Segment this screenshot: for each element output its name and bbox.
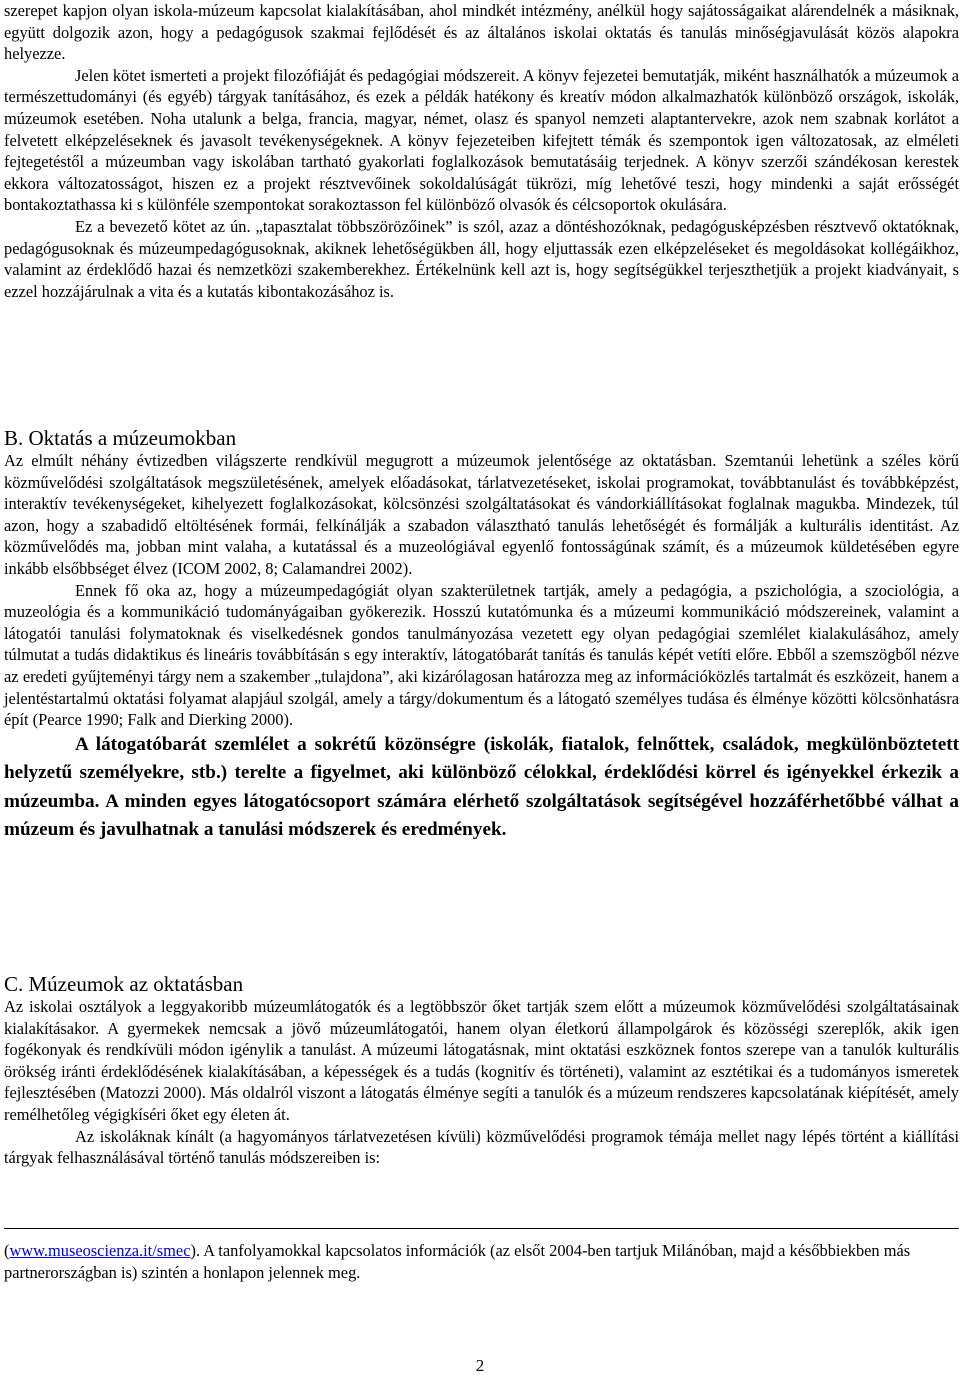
intro-paragraph-2: Jelen kötet ismerteti a projekt filozófiáját és pedagógiai módszereit. A könyv fejezetei bemutatják, miként használhatók a múzeumok a természettudományi (és egyéb) tárgyak tanításához, és ezek a példák hatékony és kreatív módon alkalmazhatók különböző országok, iskolák, múzeumok esetében. Noha utalunk a belga, francia, magyar, német, olasz és spanyol nemzeti alaptantervekre, azok nem szabnak korlátot a felvetett elképzeléseknek és javasolt tevékenységeknek. A könyv fejezeteiben kifejtett témák és szempontok igen változatosak, az elméleti fejtegetéstől a múzeumban vagy iskolában tartható gyakorlati foglalkozások bemutatásáig terjednek. A könyv szerzői szándékosan kerestek ekkora változatosságot, hiszen ez a projekt résztvevőinek sokoldalúságát tükrözi, míg lehetővé teszi, hogy mindenki a saját erősségét bontakoztathassa ki s különféle szempontokat sorakoztasson fel különböző olvasók és célcsoportok okulására. xyxy=(4,65,959,215)
section-b-bold-paragraph: A látogatóbarát szemlélet a sokrétű közönségre (iskolák, fiatalok, felnőttek, családok, megkülönböztetett helyzetű személyekre, stb.) terelte a figyelmet, aki különböző célokkal, érdeklődési körrel és igényekkel érkezik a múzeumba. A minden egyes látogatócsoport számára elérhető szolgáltatások segítségével hozzáférhetőbbé válhat a múzeum és javulhatnak a tanulási módszerek és eredmények. xyxy=(4,733,959,840)
section-b-heading: B. Oktatás a múzeumokban xyxy=(4,426,237,450)
section-c-heading: C. Múzeumok az oktatásban xyxy=(4,972,244,996)
intro-paragraph-3: Ez a bevezető kötet az ún. „tapasztalat többszörözőinek” is szól, azaz a döntéshozóknak, pedagógusképzésben résztvevő oktatóknak, pedagógusoknak és múzeumpedagógusoknak, akiknek lehetőségükben áll, hogy eljuttassák ezen elképzeléseket és megoldásokat kollégáikhoz, valamint az érdeklődő hazai és nemzetközi szakemberekhez. Értékelnünk kell azt is, hogy segítségükkel terjeszthetjük a projekt kiadványait, s ezzel hozzájárulnak a vita és a kutatás kibontakozásához is. xyxy=(4,216,959,301)
section-b xyxy=(4,426,959,844)
section-c xyxy=(4,972,959,1169)
intro-section xyxy=(4,0,959,302)
footnote-divider xyxy=(4,1228,959,1229)
page-number: 2 xyxy=(475,1356,485,1375)
section-c-paragraph-1: Az iskolai osztályok a leggyakoribb múzeumlátogatók és a legtöbbször őket tartják szem előtt a múzeumok közművelődési szolgáltatásainak kialakításakor. A gyermekek nemcsak a jövő múzeumlátogatói, hanem olyan életkorú állampolgárok és közösségi szereplők, akik igen fogékonyak és rendkívüli módon igénylik a tanulást. A múzeumi látogatásnak, mint oktatási eszköznek fontos szerepe van a tanulók kulturális örökség iránti érdeklődésének kialakításában, a képességek és a tudás (kognitív és történeti), valamint az esztétikai és a tudományos ismeretek fejlesztésében (Matozzi 2000). Más oldalról viszont a látogatás élménye segíti a tanulók és a múzeum rendszeres kapcsolatának kiépítését, amely remélhetőleg végigkíséri őket egy életen át. xyxy=(4,997,959,1124)
museoscienza-link[interactable]: www.museoscienza.it/smec xyxy=(9,1241,191,1260)
footnote-rest: ). A tanfolyamokkal kapcsolatos információk (az elsőt 2004-ben tartjuk Milánóban, majd a későbbiekben más partnerországban is) szintén a honlapon jelennek meg. xyxy=(4,1241,911,1282)
section-c-paragraph-2: Az iskoláknak kínált (a hagyományos tárlatvezetésen kívüli) közművelődési programok témája mellet nagy lépés történt a kiállítási tárgyak felhasználásával történő tanulás módszereiben is: xyxy=(4,1126,959,1168)
footnote xyxy=(4,1240,959,1283)
footnote-open-paren: ( xyxy=(4,1241,10,1260)
section-b-paragraph-2: Ennek fő oka az, hogy a múzeumpedagógiát olyan szakterületnek tartják, amely a pedagógia, a pszichológia, a szociológia, a muzeológia és a kommunikáció tudományágaiban gyökerezik. Hosszú kutatómunka és a múzeumi kommunikáció módszereinek, valamint a látogatói tanulási folymatoknak és viselkedésnek gondos tanulmányozása vezetett egy olyan pedagógiai szemlélet kialakulásához, amely túlmutat a tudás didaktikus és lineáris továbbításán s egy interaktív, látogatóbarát tanítás és tanulás képét vetíti előre. Ebből a szemszögből nézve az eredeti gyűjteményi tárgy nem a szakember „tulajdona”, aki kizárólagosan határozza meg az információközlés tartalmát és eszközeit, hanem a jelentéstartalmú oktatási folyamat alapjául szolgál, amely a tárgy/dokumentum és a látogató személyes tudása és élménye közötti kölcsönhatásra épít (Pearce 1990; Falk and Dierking 2000). xyxy=(4,580,959,730)
intro-paragraph-1: szerepet kapjon olyan iskola-múzeum kapcsolat kialakításában, ahol mindkét intézmény, anélkül hogy sajátosságaikat alárendelnék a másiknak, együtt dolgozik azon, hogy a pedagógusok szakmai fejlődését és az általános iskolai oktatás és tanulás minőségjavulását közös alapokra helyezze. xyxy=(4,1,959,64)
footnote-text xyxy=(4,1240,959,1283)
section-b-paragraph-1: Az elmúlt néhány évtizedben világszerte rendkívül megugrott a múzeumok jelentősége az oktatásban. Szemtanúi lehetünk a széles körű közművelődési szolgáltatások megszületésének, amelyek előadásokat, tárlatvezetéseket, iskolai programokat, továbbtanulást és továbbképzést, interaktív tevékenységeket, kihelyezett foglalkozásokat, kölcsönzési szolgáltatásokat és vándorkiállításokat foglalnak magukba. Mindezek, túl azon, hogy a szabadidő eltöltésének formái, felkínálják a szabadon választható tanulás lehetőségét és formálják a kulturális identitást. Az közművelődés ma, jobban mint valaha, a kutatással és a muzeológiával egyenlő fontosságúnak számít, és a múzeumok küldetésében egyre inkább elsőbbséget élvez (ICOM 2002, 8; Calamandrei 2002). xyxy=(4,451,959,578)
